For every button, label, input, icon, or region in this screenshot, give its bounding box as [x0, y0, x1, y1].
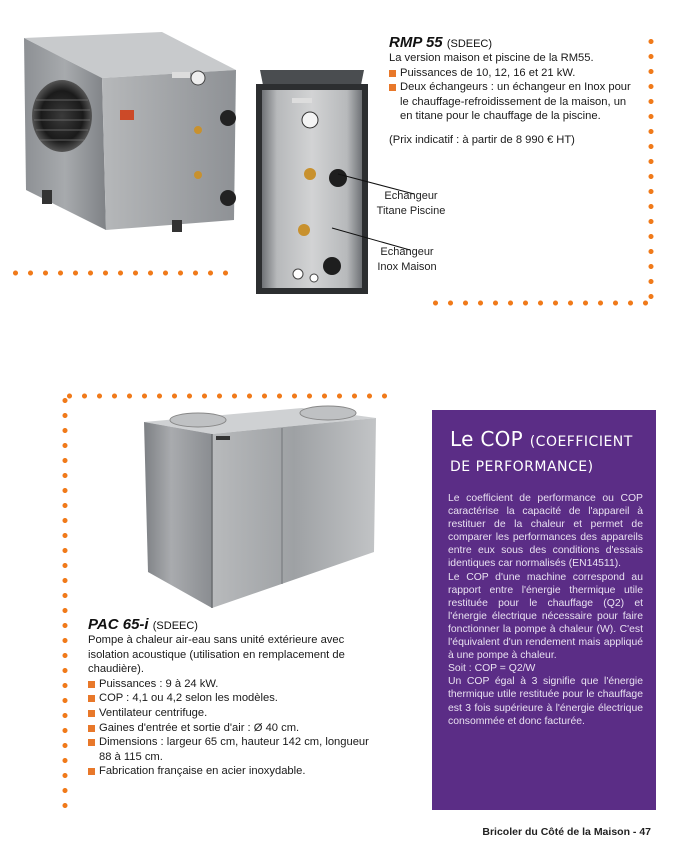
cop-paragraph: Le COP d'une machine correspond au rapport entre l'énergie thermique utile restituée pour le chauffage (Q2) et l'énergie électrique nécessaire pour faire fonctionner la pompe à chaleur (W). C'est l'équivalent d'un rendement mais appliqué à une pompe à chaleur.	[448, 571, 643, 662]
rmp55-bullet: Puissances de 10, 12, 16 et 21 kW.	[389, 66, 639, 81]
pac65i-bullet: COP : 4,1 ou 4,2 selon les modèles.	[88, 691, 383, 706]
pac65i-bullet: Dimensions : largeur 65 cm, hauteur 142 cm, longueur 88 à 115 cm.	[88, 735, 383, 764]
cop-heading	[450, 428, 650, 478]
rmp55-description	[389, 34, 639, 148]
cop-info-box	[432, 410, 656, 810]
product-name: PAC 65-i	[88, 616, 149, 633]
pac65i-bullet: Gaines d'entrée et sortie d'air : Ø 40 cm.	[88, 721, 383, 736]
rmp55-intro: La version maison et piscine de la RM55.	[389, 52, 594, 64]
pac65i-intro: Pompe à chaleur air-eau sans unité extérieure avec isolation acoustique (utilisation en remplacement de chaudière).	[88, 634, 345, 676]
page-footer: Bricoler du Côté de la Maison - 47	[482, 826, 651, 838]
pac65i-bullet: Puissances : 9 à 24 kW.	[88, 677, 383, 692]
pac65i-bullet: Ventilateur centrifuge.	[88, 706, 383, 721]
cop-paragraph: Le coefficient de performance ou COP caractérise la capacité de l'appareil à restituer de la chaleur et permet de comparer les performances des appareils entre eux sous des conditions d'essais identiques car normalisés (EN14511).	[448, 493, 643, 570]
cop-paragraph: Un COP égal à 3 signifie que l'énergie thermique utile restituée pour le chauffage est 3 fois supérieure à l'énergie électrique consommée et donc facturée.	[448, 676, 643, 727]
cop-paragraph: Soit : COP = Q2/W	[448, 663, 536, 675]
rmp55-outdoor-unit-image	[22, 30, 244, 248]
product-brand: (SDEEC)	[152, 620, 198, 632]
cop-heading-main: Le COP	[450, 427, 524, 451]
rmp55-bullet: Deux échangeurs : un échangeur en Inox pour le chauffage-refroidissement de la maison, un en titane pour le chauffage de la piscine.	[389, 80, 639, 124]
callout-inox-maison	[352, 245, 462, 275]
callout-line: Echangeur	[380, 246, 434, 258]
callout-line: Titane Piscine	[376, 205, 446, 217]
product-name: RMP 55	[389, 34, 443, 51]
pac65i-title	[88, 616, 383, 633]
product-brand: (SDEEC)	[446, 38, 493, 50]
rmp-frame-right	[648, 34, 654, 302]
rmp55-price: (Prix indicatif : à partir de 8 990 € HT)	[389, 133, 575, 146]
callout-line: Inox Maison	[377, 261, 437, 273]
pac65i-bullet: Fabrication française en acier inoxydable.	[88, 764, 383, 779]
rmp55-title	[389, 34, 639, 51]
rmp-frame-bottom	[428, 300, 654, 306]
pac65i-unit-image	[142, 404, 378, 610]
rmp-frame-bottom-left	[8, 270, 238, 276]
callout-titane-piscine	[356, 189, 466, 219]
callout-line: Echangeur	[384, 190, 438, 202]
cop-body	[448, 492, 643, 728]
pac65i-description	[88, 616, 383, 779]
pac-frame-top	[62, 393, 388, 399]
pac-frame-left	[62, 393, 68, 809]
cop-heading-sub: (COEFFICIENT DE PERFORMANCE)	[450, 434, 633, 475]
